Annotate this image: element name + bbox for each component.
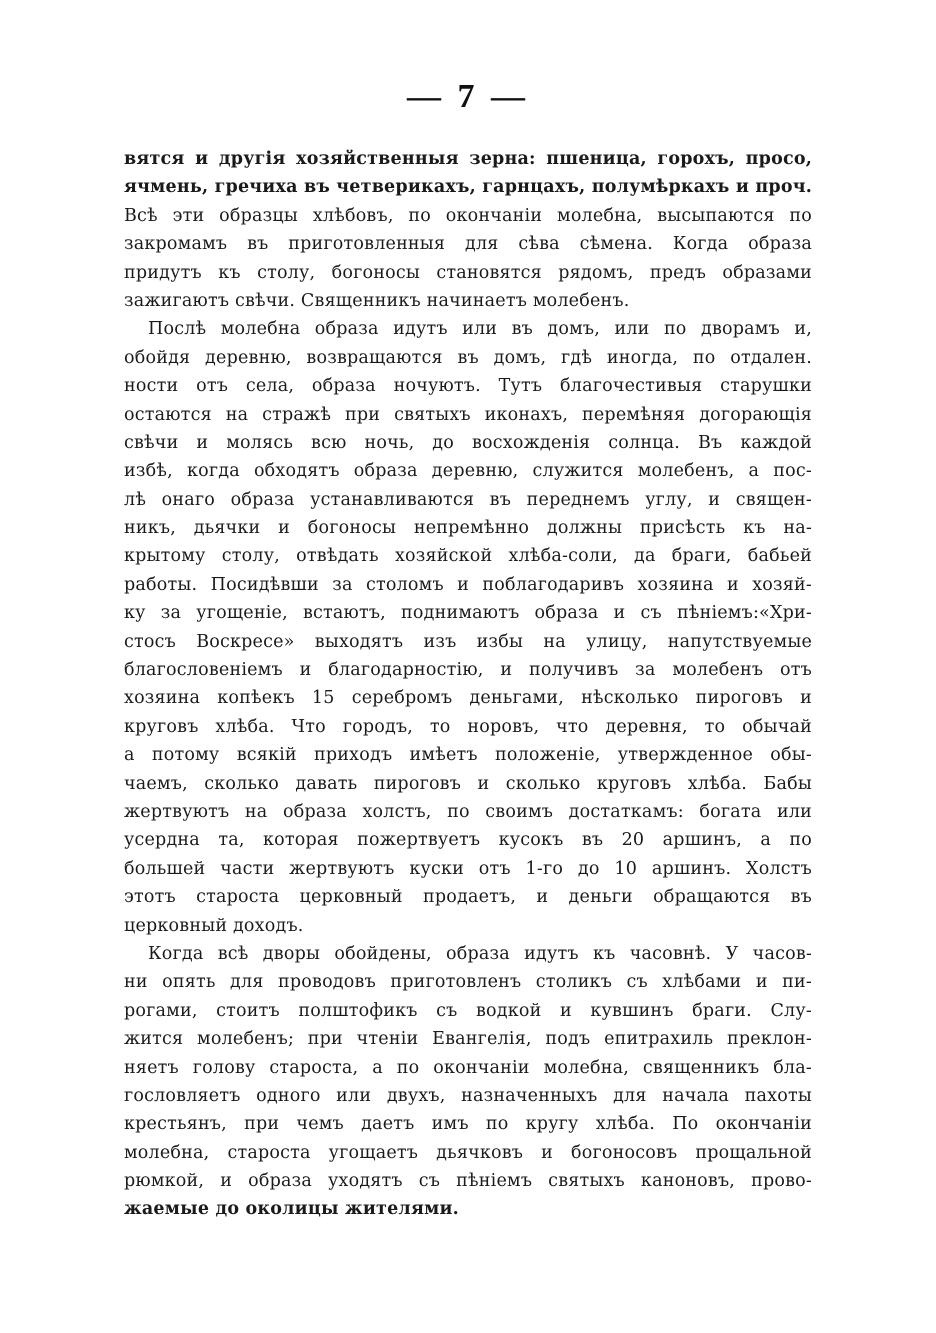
text-line: жертвуютъ на образа холстъ, по своимъ достаткамъ: богата или — [124, 801, 812, 822]
text-line: зажигаютъ свѣчи. Священникъ начинаетъ молебенъ. — [124, 290, 630, 311]
text-line: свѣчи и молясь всю ночь, до восхожденія солнца. Въ каждой — [124, 432, 812, 453]
text-line: рогами, стоитъ полштофикъ съ водкой и кувшинъ браги. Слу- — [124, 1000, 812, 1021]
text-line: никъ, дьячки и богоносы непремѣнно должны присѣсть къ на- — [124, 518, 812, 539]
text-line: Послѣ молебна образа идутъ или въ домъ, или по дворамъ и, — [148, 319, 812, 340]
text-line: вятся и другія хозяйственныя зерна: пшеница, горохъ, просо, — [124, 149, 812, 169]
text-line: ку за угощеніе, встаютъ, поднимаютъ образа и съ пѣніемъ:«Хри- — [124, 603, 812, 624]
text-line: круговъ хлѣба. Что городъ, то норовъ, что деревня, то обычай — [124, 716, 812, 737]
text-line: лѣ онаго образа устанавливаются въ переднемъ углу, и священ- — [124, 489, 812, 510]
text-line: благословеніемъ и благодарностію, и получивъ за молебенъ отъ — [124, 660, 812, 681]
text-line: ности отъ села, образа ночуютъ. Тутъ благочестивыя старушки — [124, 376, 812, 397]
text-line: рюмкой, и образа уходятъ съ пѣніемъ святыхъ каноновъ, прово- — [124, 1171, 812, 1192]
text-line: чаемъ, сколько давать пироговъ и сколько круговъ хлѣба. Бабы — [124, 773, 812, 794]
text-line: остаются на стражѣ при святыхъ иконахъ, перемѣняя догорающія — [124, 404, 812, 425]
page-number: — 7 — — [407, 78, 529, 115]
text-line: ни опять для проводовъ приготовленъ столикъ съ хлѣбами и пи- — [124, 972, 812, 993]
text-line: ячмень, гречиха въ четверикахъ, гарнцахъ, полумѣркахъ и проч. — [124, 177, 812, 198]
text-line: Всѣ эти образцы хлѣбовъ, по окончаніи молебна, высыпаются по — [124, 205, 812, 226]
text-line: работы. Посидѣвши за столомъ и поблагодаривъ хозяина и хозяй- — [124, 574, 812, 595]
text-line: избѣ, когда обходятъ образа деревню, служится молебенъ, а пос- — [124, 461, 812, 482]
text-line: церковный доходъ. — [124, 915, 304, 936]
text-line: жаемые до околицы жителями. — [124, 1199, 459, 1220]
text-line: хозяина копѣекъ 15 серебромъ деньгами, нѣсколько пироговъ и — [124, 688, 812, 709]
text-line: этотъ староста церковный продаетъ, и деньги обращаются въ — [124, 887, 812, 908]
text-line: стосъ Воскресе» выходятъ изъ избы на улицу, напутствуемые — [124, 631, 812, 652]
text-line: крытому столу, отвѣдать хозяйской хлѣба-соли, да браги, бабьей — [124, 546, 812, 567]
text-line: крестьянъ, при чемъ даетъ имъ по кругу хлѣба. По окончаніи — [124, 1114, 812, 1135]
text-line: большей части жертвуютъ куски отъ 1-го до 10 аршинъ. Холстъ — [124, 858, 812, 879]
text-line: гословляетъ одного или двухъ, назначенныхъ для начала пахоты — [124, 1085, 812, 1106]
text-line: молебна, староста угощаетъ дьячковъ и богоносовъ прощальной — [124, 1142, 812, 1163]
text-line: а потому всякій приходъ имѣетъ положеніе, утвержденное обы- — [124, 745, 812, 766]
text-line: Когда всѣ дворы обойдены, образа идутъ къ часовнѣ. У часов- — [148, 943, 812, 964]
text-line: обойдя деревню, возвращаются въ домъ, гдѣ иногда, по отдален. — [124, 347, 812, 368]
body-text — [124, 145, 812, 1224]
text-line: няетъ голову староста, а по окончаніи молебна, священникъ бла- — [124, 1057, 812, 1078]
text-line: жится молебенъ; при чтеніи Евангелія, подъ епитрахиль преклон- — [124, 1029, 812, 1050]
text-line: придутъ къ столу, богоносы становятся рядомъ, предъ образами — [124, 262, 812, 283]
text-line: закромамъ въ приготовленныя для сѣва сѣмена. Когда образа — [124, 234, 812, 255]
text-line: усердна та, которая пожертвуетъ кусокъ въ 20 аршинъ, а по — [124, 830, 812, 851]
